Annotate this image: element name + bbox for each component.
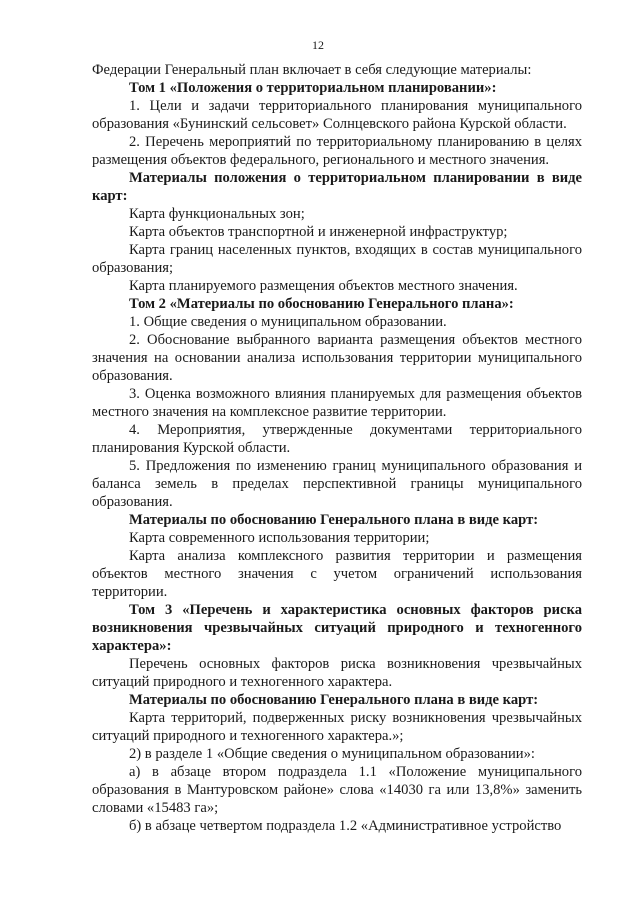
paragraph: 2. Обоснование выбранного варианта размещения объектов местного значения на основании анализа использования территории муниципального образования. [92, 332, 582, 384]
paragraph: б) в абзаце четвертом подраздела 1.2 «Административное устройство [129, 818, 562, 834]
paragraph: 5. Предложения по изменению границ муниципального образования и баланса земель в пределах перспективной границы муниципального образования. [92, 458, 582, 510]
page-number: 12 [312, 38, 324, 52]
section-heading: Том 3 «Перечень и характеристика основных факторов риска возникновения чрезвычайных ситуаций природного и техногенного характера»: [92, 602, 582, 654]
section-heading: Материалы положения о территориальном планировании в виде карт: [92, 170, 582, 204]
section-heading: Материалы по обоснованию Генерального плана в виде карт: [129, 512, 539, 528]
section-heading: Том 1 «Положения о территориальном планировании»: [129, 80, 497, 96]
paragraph: Карта анализа комплексного развития территории и размещения объектов местного значения с учетом ограничений использования территории. [92, 548, 582, 600]
paragraph: 2. Перечень мероприятий по территориальному планированию в целях размещения объектов федерального, регионального и местного значения. [92, 134, 582, 168]
paragraph: 3. Оценка возможного влияния планируемых для размещения объектов местного значения на комплексное развитие территории. [92, 386, 582, 420]
paragraph: Карта функциональных зон; [129, 206, 305, 222]
paragraph: Перечень основных факторов риска возникновения чрезвычайных ситуаций природного и техногенного характера. [92, 656, 582, 690]
section-heading: Том 2 «Материалы по обоснованию Генерального плана»: [129, 296, 514, 312]
paragraph: Карта границ населенных пунктов, входящих в состав муниципального образования; [92, 242, 582, 276]
paragraph: Карта территорий, подверженных риску возникновения чрезвычайных ситуаций природного и техногенного характера.»; [92, 710, 582, 744]
section-heading: Материалы по обоснованию Генерального плана в виде карт: [129, 692, 539, 708]
paragraph: 1. Общие сведения о муниципальном образовании. [129, 314, 447, 330]
paragraph: Федерации Генеральный план включает в себя следующие материалы: [92, 62, 532, 78]
paragraph: 1. Цели и задачи территориального планирования муниципального образования «Бунинский сельсовет» Солнцевского района Курской области. [92, 98, 582, 132]
paragraph: Карта планируемого размещения объектов местного значения. [129, 278, 518, 294]
paragraph: а) в абзаце втором подраздела 1.1 «Положение муниципального образования в Мантуровском районе» слова «14030 га или 13,8%» заменить словами «15483 га»; [92, 764, 582, 816]
document-body [92, 61, 582, 835]
paragraph: Карта объектов транспортной и инженерной инфраструктур; [129, 224, 508, 240]
paragraph: 2) в разделе 1 «Общие сведения о муниципальном образовании»: [129, 746, 535, 762]
paragraph: 4. Мероприятия, утвержденные документами территориального планирования Курской области. [92, 422, 582, 456]
paragraph: Карта современного использования территории; [129, 530, 430, 546]
